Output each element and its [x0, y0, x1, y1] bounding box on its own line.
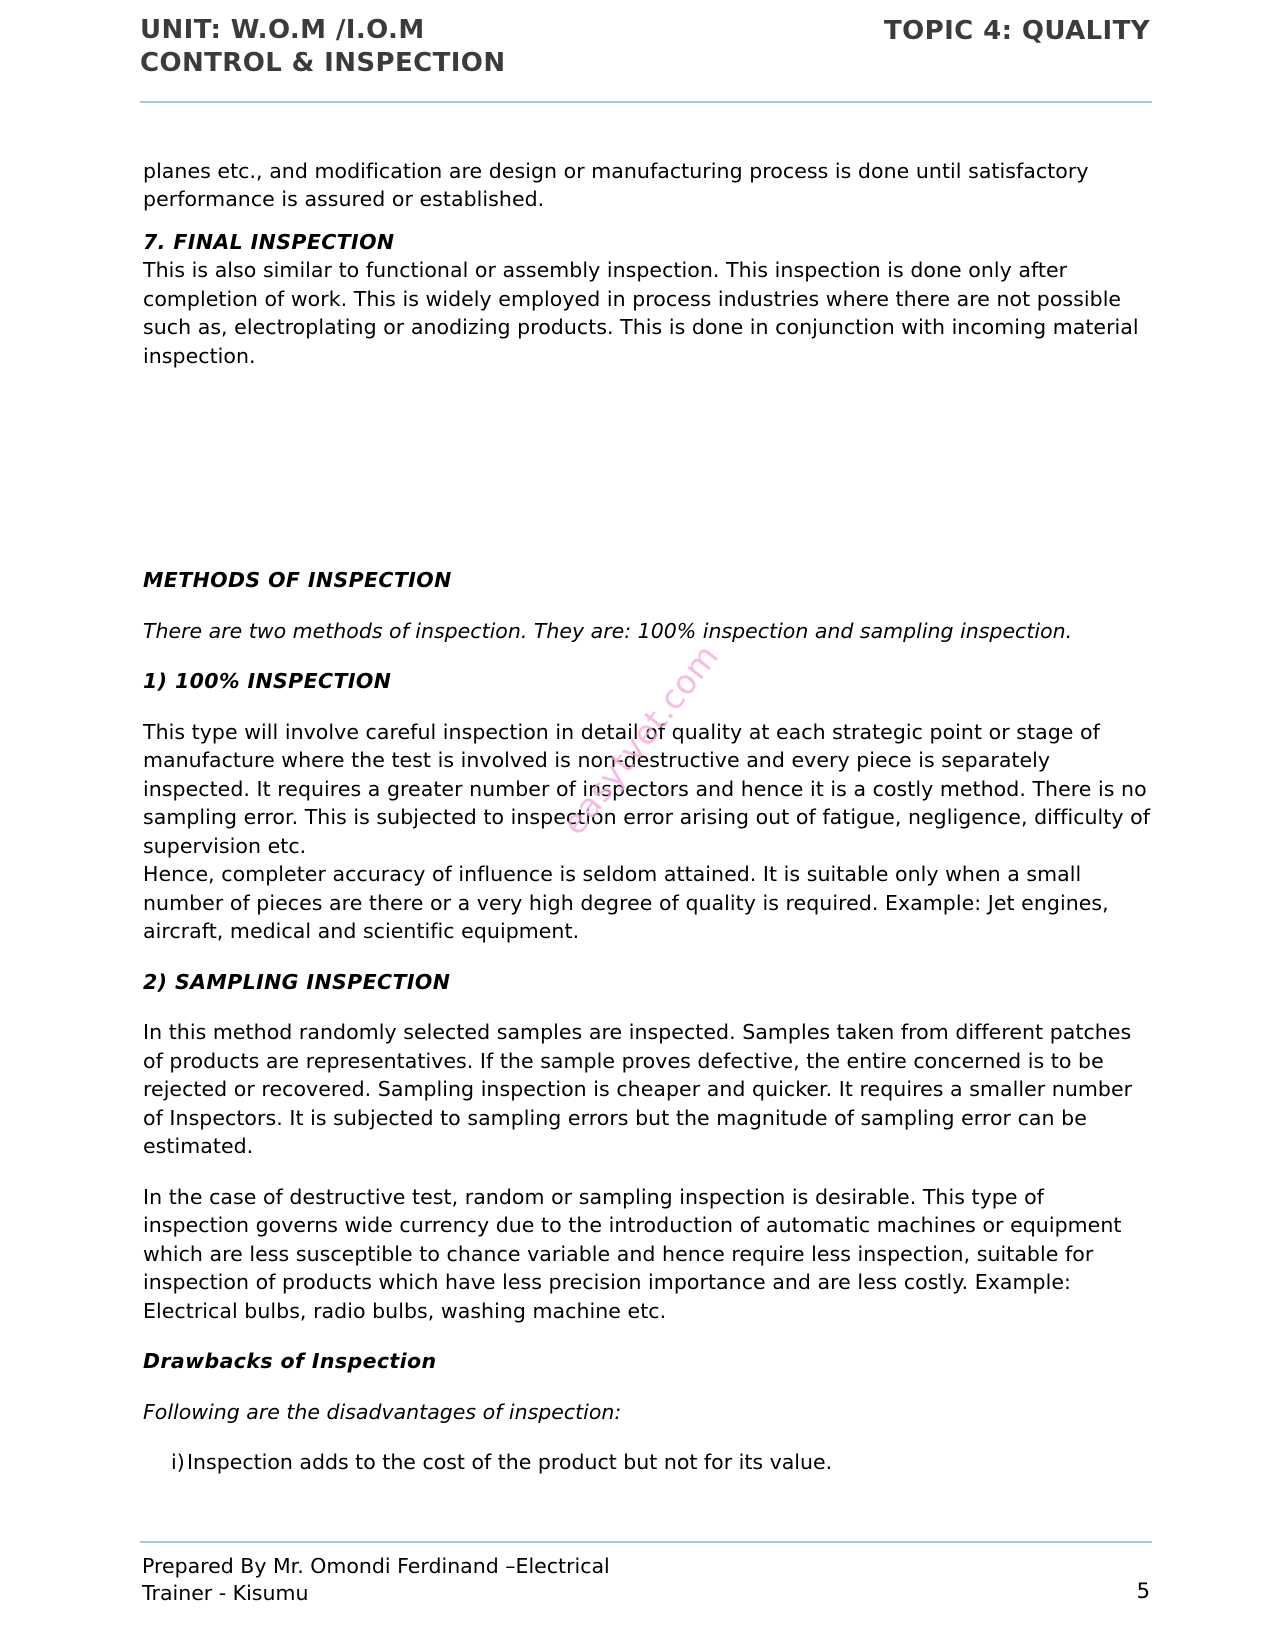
footer-credit: [142, 1553, 610, 1608]
drawbacks-list: [143, 1448, 1155, 1476]
document-body: [143, 157, 1155, 1477]
spacer: [143, 1161, 1155, 1183]
heading-method-2: 2) SAMPLING INSPECTION: [143, 969, 451, 994]
footer-credit-line-1: Prepared By Mr. Omondi Ferdinand –Electrical: [142, 1554, 610, 1578]
spacer: [143, 1426, 1155, 1448]
method-1-paragraph-2: Hence, completer accuracy of influence is seldom attained. It is suitable only when a small number of pieces are there or a very high degree of quality is required. Example: Jet engines, aircraft, medical and scientific equipment.: [143, 862, 1109, 944]
header-unit-title: [140, 14, 505, 81]
section-gap: [143, 370, 1155, 566]
header-unit-line-2: CONTROL & INSPECTION: [140, 48, 506, 79]
heading-method-1: 1) 100% INSPECTION: [143, 669, 392, 694]
spacer: [143, 645, 1155, 667]
footer-divider: [140, 1541, 1152, 1543]
spacer: [143, 1376, 1155, 1398]
header-unit-line-1: UNIT: W.O.M /I.O.M: [140, 15, 425, 45]
heading-drawbacks: Drawbacks of Inspection: [143, 1349, 437, 1374]
drawbacks-intro: Following are the disadvantages of inspection:: [143, 1399, 622, 1424]
list-item: [143, 1448, 1155, 1476]
spacer: [143, 946, 1155, 968]
page-number: 5: [1136, 1579, 1150, 1603]
list-item-text: Inspection adds to the cost of the product but not for its value.: [187, 1450, 833, 1475]
list-item-marker: i): [171, 1450, 185, 1475]
spacer: [143, 214, 1155, 228]
heading-final-inspection: 7. FINAL INSPECTION: [143, 229, 395, 254]
spacer: [143, 996, 1155, 1018]
method-1-paragraph-1: This type will involve careful inspection in detail of quality at each strategic point or stage of manufacture where the test is involved is non-destructive and every piece is separately inspected. It requires a greater number of inspectors and hence it is a costly method. There is no sampling error. This is subjected to inspection error arising out of fatigue, negligence, difficulty of supervision etc.: [143, 719, 1150, 858]
methods-intro-paragraph: There are two methods of inspection. They are: 100% inspection and sampling inspection.: [143, 618, 1073, 643]
intro-paragraph: planes etc., and modification are design or manufacturing process is done until satisfactory performance is assured or established.: [143, 159, 1089, 212]
header-topic-title: TOPIC 4: QUALITY: [884, 16, 1150, 46]
spacer: [143, 696, 1155, 718]
final-inspection-paragraph: This is also similar to functional or assembly inspection. This inspection is done only after completion of work. This is widely employed in process industries where there are not possible such as, electroplating or anodizing products. This is done in conjunction with incoming material inspection.: [143, 258, 1139, 368]
heading-methods-of-inspection: METHODS OF INSPECTION: [143, 568, 452, 593]
watermark-text: easytvet.com: [554, 636, 727, 843]
page-footer: [142, 1553, 1152, 1608]
spacer: [143, 595, 1155, 617]
method-2-paragraph-1: In this method randomly selected samples are inspected. Samples taken from different patches of products are representatives. If the sample proves defective, the entire concerned is to be rejected or recovered. Sampling inspection is cheaper and quicker. It requires a smaller number of Inspectors. It is subjected to sampling errors but the magnitude of sampling error can be estimated.: [143, 1020, 1133, 1159]
spacer: [143, 1325, 1155, 1347]
page-header: [140, 14, 1150, 81]
header-divider: [140, 101, 1152, 103]
footer-credit-line-2: Trainer - Kisumu: [142, 1581, 309, 1606]
method-2-paragraph-2: In the case of destructive test, random or sampling inspection is desirable. This type of inspection governs wide currency due to the introduction of automatic machines or equipment which are less susceptible to chance variable and hence require less inspection, suitable for inspection of products which have less precision importance and are less costly. Example: Electrical bulbs, radio bulbs, washing machine etc.: [143, 1184, 1122, 1323]
